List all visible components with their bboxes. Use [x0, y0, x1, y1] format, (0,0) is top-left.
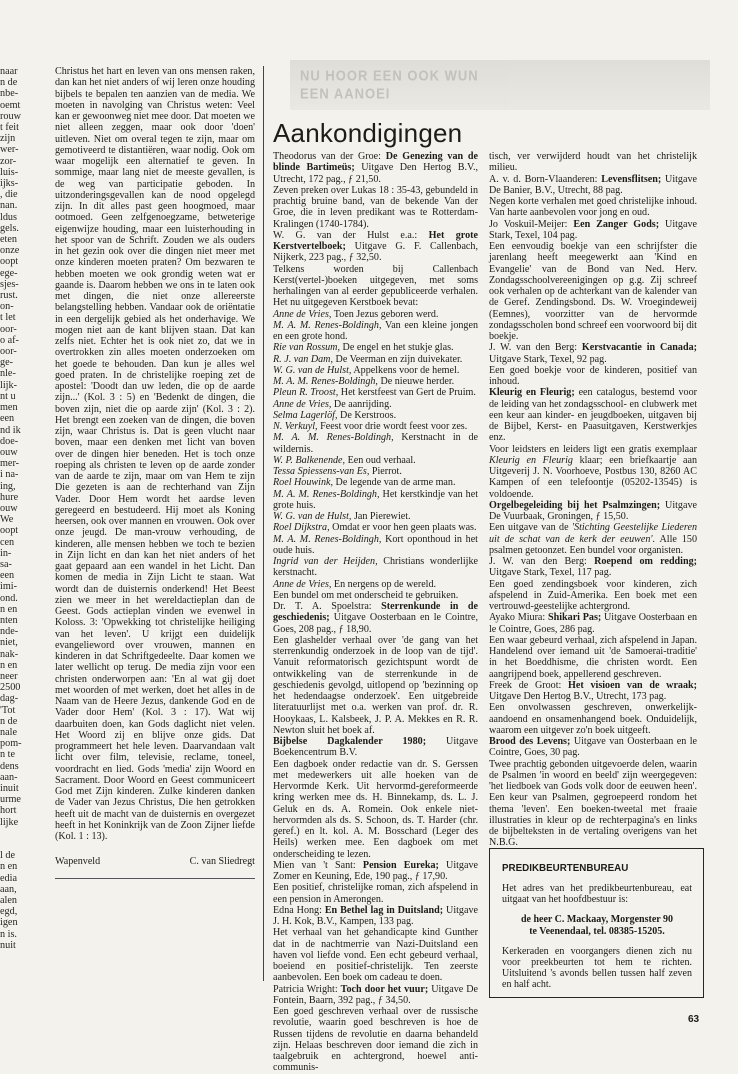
- entry-emphasis: Pleun R. Troost,: [273, 387, 339, 399]
- entry-title: Brood des Levens;: [489, 736, 571, 747]
- faded-header-line-2: EEN AANOEI: [300, 85, 391, 102]
- announcement-entry: [489, 702, 697, 736]
- entry-text: Een dagboek onder redactie van dr. S. Gerssen met medewerkers uit alle hoeken van de Hervormde Kerk. Uit hervormd-gereformeerde kring werken mee ds. H. Binnekamp, ds. L. J. Geluk en ds. A. Romein. Ook enkele niet-hervormden als ds. S. Schoon, ds. T. Harder (chr. geref.) en lt. kol. A. M. Bosschard (Leger des Heils) werken mee. Een dagboek om met onderscheiding te lezen.: [273, 758, 478, 860]
- announcement-entry: [273, 736, 478, 759]
- entry-text: Een eenvoudig boekje van een schrijfster die jarenlang heeft meegewerkt aan 'Kind en Evangelie' van de Bond van Ned. Herv. Zondagsschoolvereenigingen op g.g. Zij schreef ook verhalen op de achterkant van de kalender van de Geref. Zendingsbond. Ds. W. Vroegindeweij (Eemnes), voorzitter van de hervormde zondagsscholen bond schreef een voorwoord bij dit boekje.: [489, 241, 697, 342]
- box-address: [502, 914, 692, 936]
- entry-text: Uitgave Oosterbaan en le Cointre, Goes, 208 pag., ƒ 18,90.: [273, 612, 478, 635]
- margin-fragment: n en: [0, 603, 18, 615]
- announcement-entry: [273, 387, 478, 398]
- entry-text: Christians wonderlijke kerstnacht.: [273, 556, 478, 579]
- announcement-entry: [489, 635, 697, 680]
- entry-author: Jo Voskuil-Meijer:: [489, 218, 574, 230]
- margin-fragment: nd ik: [0, 424, 21, 436]
- margin-fragment: nbe-: [0, 88, 19, 100]
- entry-emphasis: Roel Houwink,: [273, 477, 333, 489]
- entry-text: Een goed zendingsboek voor kinderen, zich afspelend in Zuid-Amerika. Een boek met een vertrouwd-geestelijke achtergrond.: [489, 578, 697, 612]
- entry-text: En nergens op de wereld.: [331, 578, 437, 590]
- page-number: 63: [688, 1014, 700, 1025]
- announcements-column-2: [489, 151, 697, 849]
- announcement-entry: [273, 534, 478, 557]
- margin-fragment: urme: [0, 794, 21, 806]
- box-body: [502, 883, 692, 991]
- announcement-entry: [273, 927, 478, 983]
- announcement-entry: [273, 882, 478, 905]
- margin-fragment: zijn: [0, 133, 16, 145]
- entry-emphasis: Tessa Spiessens-van Es,: [273, 466, 370, 477]
- entry-emphasis: W. P. Balkenende,: [273, 454, 346, 466]
- entry-text: Een bundel om met onderscheid te gebruiken.: [273, 589, 459, 601]
- section-title: Aankondigingen: [273, 118, 463, 148]
- margin-fragment: 2500: [0, 682, 21, 694]
- entry-text: De nieuwe herder.: [377, 376, 455, 387]
- entry-title: Levensflitsen;: [601, 173, 662, 185]
- box-address-line-1: de heer C. Mackaay, Morgenster 90: [520, 914, 674, 926]
- margin-fragment: rust.: [0, 290, 18, 302]
- margin-fragment: , die: [0, 189, 18, 201]
- announcement-entry: [273, 466, 478, 477]
- announcement-entry: [489, 151, 697, 174]
- box-address-line-2: te Veenendaal, tel. 08385-15205.: [529, 925, 665, 937]
- previous-page-margin: [0, 66, 36, 951]
- entry-text: Pierrot.: [369, 466, 402, 477]
- entry-text: Telkens worden bij Callenbach Kerst(vertel-)boeken uitgegeven, met soms herhalingen van al eerder gepubliceerde verhalen. Het nu uitgegeven Kerstboek bevat:: [273, 263, 478, 309]
- margin-fragment: ege-: [0, 267, 18, 279]
- margin-fragment: in-: [0, 547, 12, 559]
- margin-fragment: egd,: [0, 906, 18, 918]
- announcement-entry: [489, 579, 697, 613]
- entry-text: Omdat er voor hen geen plaats was.: [329, 522, 477, 534]
- margin-fragment: lijke: [0, 816, 19, 828]
- margin-fragment: eten: [0, 234, 17, 246]
- entry-author: Dr. T. A. Spoelstra:: [273, 601, 382, 612]
- margin-fragment: ouw: [0, 502, 18, 514]
- entry-text: Uitgave Zomer en Keuning, Ede, 190 pag., ƒ 17,90.: [273, 859, 478, 882]
- margin-fragment: ijks-: [0, 178, 19, 190]
- announcement-entry: [273, 151, 478, 185]
- announcement-entry: [489, 196, 697, 219]
- announcements-column-1: [273, 151, 478, 1074]
- announcement-entry: [489, 522, 697, 556]
- entry-author: Theodorus van der Groe:: [273, 151, 386, 162]
- margin-fragment: niet,: [0, 637, 18, 649]
- margin-fragment: nten: [0, 614, 18, 626]
- margin-fragment: sjes-: [0, 278, 19, 290]
- announcement-entry: [489, 342, 697, 365]
- margin-fragment: mer-: [0, 458, 20, 470]
- announcement-entry: [273, 309, 478, 320]
- entry-title: Orgelbegeleiding bij het Psalmzingen;: [489, 499, 661, 511]
- article-end-rule: [55, 878, 255, 879]
- entry-text: De engel en het stukje glas.: [340, 342, 454, 354]
- entry-author: Freek de Groot:: [489, 679, 569, 691]
- margin-fragment: n is.: [0, 928, 17, 940]
- entry-emphasis: M. A. M. Renes-Boldingh,: [273, 432, 394, 444]
- entry-title: Shikari Pas;: [548, 612, 602, 624]
- entry-text: Uitgave Den Hertog B.V., Utrecht, 173 pag.: [489, 691, 667, 702]
- predikbeurtenbureau-box: [489, 848, 704, 998]
- margin-fragment: sa-: [0, 558, 12, 570]
- entry-text: De aanrijding.: [331, 398, 392, 410]
- entry-emphasis: M. A. M. Renes-Boldingh,: [273, 533, 382, 545]
- announcement-entry: [489, 444, 697, 500]
- signature-author: C. van Sliedregt: [189, 856, 255, 868]
- entry-text: De Veerman en zijn duivekater.: [333, 353, 463, 365]
- entry-emphasis: M. A. M. Renes-Boldingh,: [273, 319, 382, 331]
- margin-fragment: dag-: [0, 693, 19, 705]
- entry-emphasis: Roel Dijkstra,: [273, 522, 330, 534]
- margin-fragment: cen: [0, 536, 15, 548]
- margin-fragment: luis-: [0, 166, 19, 178]
- entry-text: Feest voor drie wordt feest voor zes.: [317, 421, 468, 432]
- entry-emphasis: Anne de Vries,: [273, 308, 332, 320]
- announcement-entry: [489, 500, 697, 523]
- entry-title: Pension Eureka;: [362, 859, 439, 871]
- margin-fragment: oopt: [0, 256, 19, 268]
- margin-fragment: dens: [0, 760, 19, 772]
- entry-text: Uitgave Stark, Texel, 117 pag.: [489, 567, 612, 579]
- margin-fragment: ing,: [0, 480, 16, 492]
- margin-fragment: n de: [0, 715, 18, 727]
- article-body: Christus het hart en leven van ons mensen raken, dan kan het niet anders of wij leren onze houding bijbels te bepalen ten aanzien van de media. We moeten in navolging van Christus weten: Veel kan er gewoonweg niet mee door. Dat moeten we niet alleen zeggen, maar ook door 'doen' uitleven. Niet om overal tegen te zijn, maar om gemotiveerd te distantiëren, waar nodig. Ook om waar mogelijk een alternatief te geven. In sommige, maar lang niet de meeste gevallen, is de weg van participatie geboden. In uitzonderingsgevallen kan de nood opgelegd zijn. In dit alles past geen hoogmoed, maar ootmoed. Geen zelfgenoegzame, betweterige eigenwijze houding, maar een luisterhouding in het spoor van de Schrift. Zouden we als ouders in het gezin ook over die dingen niet meer met onze kinderen moeten praten? Om bezwaren te hebben moeten we ook grondig weten wat er gaande is. Daarom hebben we ons in te laten ook met dingen, die niet onze allereerste belangstelling hebben. Vandaar ook de oriëntatie in een dergelijk gebied als het onderhavige. We mogen niet aan de kant blijven staan. Dat kan zelfs niet. Echter het is ook niet zo, dat we in overtrokken zin alles moeten onderzoeken om het goede te behouden. Dan kun je alles wel goed praten. In de christelijke roeping zet de apostel: 'Doodt dan uw leden, die op de aarde zijn...' (Kol. 3 : 5) en 'Bedenkt de dingen, die boven zijn, niet die op aarde zijn' (Kol. 3 : 2). Het brengt een zoeken van de dingen, die boven zijn, waar Christus is. Dat is geen vlucht naar boven, maar een denken met licht van boven over de dingen hier beneden. Het is toch onze roeping als christen te leven op de aarde zonder van de aarde te zijn, maar om van Hem te zijn Die gezeten is aan de rechterhand van Zijn Vader. Door Hem wordt het aardse leven geregeerd en bestudeerd. Hij moet als Koning heersen, ook over mannen en vrouwen. Ook over onze jeugd. De man-vrouw verhouding, de kinderen, alle mensen hebben we toch te bezien in Zijn licht en dan kan het niet anders of het gaat gepaard aan een wandel in het Licht. Dan komen de media in Zijn Licht te staan. Wat wordt dan de duisternis onderkend! Het Beest zien we meer in het wereldactieplan dan de Geest. Gods actieplan vinden we evenwel in Koloss. 3: 'Opwekking tot christelijke heiliging van het leven'. U krijgt een duidelijk evangelieword over vrouwen, mannen en kinderen in dat Schriftgedeelte. Daar komen we later wellicht op terug. De media zijn voor een christen onderworpen aan: 'En al wat gij doet met woorden of met werken, doet het alles in de Naam van de Heere Jezus, dankende God en de Vader door Hem' (Kol. 3 : 17). Wat wij daarbuiten doen, kan Gods daglicht niet velen. Het Woord zij en blijve onze gids. Dat programmeert het hele leven. Daarvandaan valt licht over film, televisie, reclame, toneel, voordracht en lied. Gods 'media' zijn Woord en Sacrament. Door Woord en Geest communiceert God met Zijn kinderen. Zulke kinderen danken de Vader van Jezus Christus, Die hen getrokken heeft uit de macht van de duisternis en overgezet heeft in het Koninkrijk van de Zoon Zijner liefde (Kol. 1 : 13).: [55, 66, 255, 842]
- box-title: PREDIKBEURTENBUREAU: [502, 863, 629, 874]
- margin-fragment: edia: [0, 872, 17, 884]
- entry-title: Het grote Kerstvertelboek;: [273, 229, 478, 252]
- margin-fragment: nt u: [0, 390, 16, 402]
- announcement-entry: [489, 387, 697, 443]
- margin-fragment: igen: [0, 917, 18, 929]
- announcement-entry: [273, 590, 478, 601]
- margin-fragment: oor-: [0, 323, 17, 335]
- entry-text: Uitgave Den Hertog B.V., Utrecht, 172 pag., ƒ 21,50.: [273, 162, 478, 185]
- margin-fragment: nan.: [0, 200, 18, 212]
- margin-fragment: nak-: [0, 648, 19, 660]
- announcement-entry: [273, 320, 478, 343]
- entry-author: Patricia Wright:: [273, 983, 341, 995]
- column-divider: [263, 66, 264, 981]
- entry-text: Uitgave Stark, Texel, 104 pag.: [489, 218, 697, 241]
- entry-text: Uitgave Stark, Texel, 92 pag.: [489, 353, 607, 365]
- entry-text: Uitgave De Fontein, Baarn, 392 pag., ƒ 34,50.: [273, 983, 479, 1006]
- margin-fragment: doe-: [0, 435, 19, 447]
- margin-fragment: nuit: [0, 939, 16, 951]
- margin-fragment: oor-: [0, 346, 17, 358]
- announcement-entry: [489, 556, 697, 579]
- signature: [55, 856, 255, 867]
- margin-fragment: We: [0, 514, 14, 526]
- margin-fragment: on-: [0, 301, 14, 313]
- announcement-entry: [273, 984, 478, 1007]
- announcement-entry: [489, 174, 697, 197]
- entry-text: Een goed boekje voor de kinderen, positief van inhoud.: [489, 364, 697, 387]
- margin-fragment: naar: [0, 66, 18, 77]
- entry-text: Het verhaal van het gehandicapte kind Gunther dat in de nachtmerrie van Nazi-Duitsland een haven vol liefde vond. Een echt gebeurd verhaal, boeiend en positief-christelijk. Ten zeerste aanbevolen. Een boek om cadeau te doen.: [273, 927, 478, 984]
- entry-text: Appelkens voor de hemel.: [351, 364, 460, 376]
- entry-text: Een glashelder verhaal over 'de gang van het sterrenkundig onderzoek in de loop van de tijd'. Vanuit reformatorisch gezichtspunt wordt de ontwikkeling van de sterrenkunde in de geschiedenis gevolgd, uitlopend op 'bezinning op het hedendaagse onderzoek'. Een uitgebreide literatuurlijst met o.a. werken van prof. dr. R. Hooykaas, L. Kalsbeek, J. P. A. Mekkes en R. R. Newton sluit het boek af.: [273, 634, 478, 736]
- announcement-entry: [273, 601, 478, 635]
- margin-fragment: aan,: [0, 883, 17, 895]
- entry-emphasis: Rie van Rossum,: [273, 342, 340, 354]
- margin-fragment: t feit: [0, 122, 19, 134]
- entry-text: Kerstnacht in de wildernis.: [273, 432, 479, 455]
- entry-text: De Kerstroos.: [337, 409, 397, 421]
- margin-fragment: nle-: [0, 368, 16, 380]
- entry-title: Sterrenkunde in de geschiedenis;: [273, 601, 479, 624]
- entry-text: Uitgave Boekencentrum B.V.: [273, 736, 478, 759]
- margin-fragment: ouw: [0, 446, 18, 458]
- entry-emphasis: Anne de Vries,: [273, 578, 332, 590]
- margin-fragment: lijk-: [0, 379, 17, 391]
- entry-title: Een Zanger Gods;: [573, 218, 660, 230]
- announcement-entry: [273, 489, 478, 512]
- entry-text: Kort oponthoud in het oude huis.: [273, 533, 478, 556]
- entry-text: Jan Pierewiet.: [351, 511, 411, 522]
- margin-fragment: n en: [0, 659, 18, 671]
- announcement-entry: [489, 680, 697, 703]
- margin-fragment: [0, 828, 36, 839]
- margin-fragment: l de: [0, 850, 15, 862]
- margin-fragment: n te: [0, 749, 15, 761]
- announcement-entry: [489, 219, 697, 242]
- announcement-entry: [273, 455, 478, 466]
- margin-fragment: een: [0, 570, 15, 582]
- announcement-entry: [273, 511, 478, 522]
- margin-fragment: o af-: [0, 334, 19, 346]
- entry-title: Roepend om redding;: [594, 556, 697, 567]
- announcement-entry: [273, 556, 478, 579]
- entry-title: Toch door het vuur;: [340, 983, 429, 995]
- margin-fragment: hure: [0, 491, 19, 503]
- entry-author: W. G. van der Hulst e.a.:: [273, 229, 429, 241]
- margin-fragment: gels.: [0, 222, 19, 234]
- entry-emphasis: Selma Lagerlöf,: [273, 409, 338, 421]
- margin-fragment: onze: [0, 245, 20, 257]
- margin-fragment: oopt: [0, 525, 19, 537]
- entry-text: Negen korte verhalen met goed christelijke inhoud. Van harte aanbevolen voor jong en oud.: [489, 196, 697, 219]
- entry-emphasis: R. J. van Dam,: [273, 353, 333, 365]
- margin-fragment: rouw: [0, 110, 21, 122]
- margin-fragment: ge-: [0, 357, 14, 369]
- margin-fragment: n de: [0, 77, 18, 89]
- margin-fragment: oemt: [0, 99, 21, 111]
- margin-fragment: pom-: [0, 738, 22, 750]
- announcement-entry: [273, 477, 478, 488]
- announcement-entry: [273, 354, 478, 365]
- margin-fragment: [0, 839, 36, 850]
- entry-title: Bijbelse Dagkalender 1980;: [273, 736, 427, 747]
- margin-fragment: i na-: [0, 469, 19, 481]
- margin-fragment: wer-: [0, 144, 19, 156]
- announcement-entry: [489, 612, 697, 635]
- entry-text: Een waar gebeurd verhaal, zich afspelend in Japan. Handelend over iemand uit 'de Samoerai-traditie' in het Boeddhisme, die christen wordt. Een aangrijpend boek, appellerend geschreven.: [489, 634, 697, 680]
- margin-fragment: een: [0, 413, 15, 425]
- margin-fragment: zor-: [0, 155, 17, 167]
- margin-fragment: neer: [0, 670, 18, 682]
- entry-text: Het kerstkindje van het grote huis.: [273, 488, 478, 511]
- entry-text: Uitgave De Vuurbaak, Groningen, ƒ 15,50.: [489, 499, 697, 522]
- announcement-entry: [273, 230, 478, 264]
- entry-title: Kerstvacantie in Canada;: [581, 342, 697, 354]
- announcement-entry: [489, 241, 697, 342]
- margin-fragment: inuit: [0, 783, 19, 794]
- entry-text: Een uitgave van de: [489, 522, 569, 534]
- entry-text: klaar; een briefkaartje aan Uitgeverij J. N. Voorhoeve, Postbus 130, 8260 AC Kampen of een telefoontje (05202-13545) is voldoende.: [489, 454, 697, 500]
- entry-text: Een oud verhaal.: [345, 454, 416, 466]
- entry-text: Zeven preken over Lukas 18 : 35-43, gebundeld in prachtig bruine band, van de bekende Van der Groe, die in leven predikant was te Rotterdam-Kralingen (1740-1784).: [273, 184, 478, 230]
- announcement-entry: [273, 264, 478, 309]
- announcement-entry: [273, 376, 478, 387]
- margin-fragment: nde-: [0, 626, 19, 638]
- entry-text: Twee prachtig gebonden uitgevoerde delen, waarin de Psalmen 'in woord en beeld' zijn weergegeven: 'het liedboek van Gods volk door de eeuwen heen'. Een keur van Psalmen, gegroepeerd rondom het thema 'leven'. Een boeken-tweetal met fraaie illustraties in kleur op de rechterpagina's en links de bijbelteksten in de vertaling overigens van het N.B.G.: [489, 758, 697, 849]
- entry-text: Alle 150 psalmen getoonzet. Een bundel voor organisten.: [489, 533, 697, 556]
- entry-text: Uitgave J. H. Kok, B.V., Kampen, 133 pag.: [273, 904, 478, 927]
- entry-emphasis: W. G. van de Hulst,: [273, 364, 352, 376]
- announcement-entry: [273, 635, 478, 736]
- entry-text: een catalogus, bestemd voor de leiding van het zondagsschool- en clubwerk met een keur aan kinder- en jeugdboeken, uitgaven bij de Bijbel, Kerst- en Paasuitgaven, Kerstwerkjes enz.: [489, 387, 697, 444]
- box-outro: Kerkeraden en voorgangers dienen zich nu voor preekbeurten tot hem te richten. Uitsluitend 's avonds bellen tussen half zeven en half acht.: [502, 945, 692, 991]
- margin-fragment: n en: [0, 861, 18, 873]
- announcement-entry: [273, 905, 478, 928]
- announcement-entry: [273, 410, 478, 421]
- entry-text: Uitgave van Oosterbaan en le Cointre, Goes, 30 pag.: [489, 736, 697, 759]
- announcement-entry: [273, 759, 478, 860]
- announcement-entry: [273, 522, 478, 533]
- entry-emphasis: Ingrid van der Heijden,: [273, 556, 378, 567]
- announcement-entry: [273, 365, 478, 376]
- entry-text: Van een kleine jongen en een grote hond.: [273, 319, 478, 342]
- entry-text: Een goed geschreven verhaal over de russische revolutie, waarin goed beschreven is hoe de Russen tijdens de revolutie en daarna behandeld zijn. Helaas beschreven door iemand die zich in taalgebruik en achtergrond, hoewel anti-communis-: [273, 1006, 478, 1074]
- margin-fragment: men: [0, 402, 18, 414]
- entry-author: Edna Hong:: [273, 904, 325, 916]
- entry-text: Voor leidsters en leiders ligt een gratis exemplaar: [489, 443, 697, 455]
- entry-title: Het visioen van de wraak;: [568, 679, 698, 691]
- entry-text: Een positief, christelijke roman, zich afspelend in een pension in Amerongen.: [273, 882, 478, 905]
- entry-title: Kleurig en Fleurig;: [489, 387, 575, 399]
- announcement-entry: [273, 860, 478, 883]
- entry-text: Het kerstfeest van Gert de Pruim.: [338, 387, 476, 399]
- entry-text: Een onvolwassen geschreven, onwerkelijk-aandoend en onsamenhangend boek. Onduidelijk, waarom een uitgever zo'n boek uitgeeft.: [489, 702, 697, 736]
- announcement-entry: [273, 432, 478, 455]
- article-column: [55, 66, 255, 879]
- announcement-entry: [273, 579, 478, 590]
- entry-text: Uitgave Oosterbaan en le Cointre, Goes, 286 pag.: [489, 612, 697, 635]
- faded-header-strip: [290, 60, 710, 110]
- margin-fragment: 'Tot: [0, 704, 16, 716]
- signature-place: Wapenveld: [55, 856, 101, 868]
- margin-fragment: ldus: [0, 211, 17, 223]
- entry-text: Toen Jezus geboren werd.: [331, 308, 439, 320]
- entry-emphasis: Anne de Vries,: [273, 398, 332, 410]
- margin-fragment: alen: [0, 895, 17, 907]
- entry-emphasis: M. A. M. Renes-Boldingh,: [273, 488, 380, 500]
- entry-title: En Bethel lag in Duitsland;: [324, 904, 444, 916]
- entry-emphasis: M. A. M. Renes-Boldingh,: [273, 376, 378, 387]
- entry-author: J. W. van den Berg:: [489, 556, 595, 567]
- entry-text: Uitgave G. F. Callenbach, Nijkerk, 223 pag., ƒ 32,50.: [273, 241, 478, 264]
- announcement-entry: [273, 421, 478, 432]
- entry-author: J. W. van den Berg:: [489, 342, 582, 354]
- margin-fragment: t let: [0, 312, 16, 324]
- entry-emphasis: Kleurig en Fleurig: [489, 454, 573, 466]
- entry-emphasis: 'Stichting Geestelijke Liederen uit de schat van de kerk der eeuwen'.: [489, 522, 697, 545]
- margin-fragment: aan-: [0, 771, 18, 783]
- announcement-entry: [273, 1006, 478, 1074]
- announcement-entry: [273, 342, 478, 353]
- entry-text: De legende van de arme man.: [333, 477, 456, 489]
- margin-fragment: imi-: [0, 581, 17, 593]
- entry-author: Mien van 't Sant:: [273, 859, 363, 871]
- margin-fragment: hort: [0, 805, 17, 817]
- entry-emphasis: W. G. van de Hulst,: [273, 511, 352, 522]
- announcement-entry: [273, 399, 478, 410]
- entry-author: Ayako Miura:: [489, 612, 548, 624]
- entry-author: A. v. d. Born-Vlaanderen:: [489, 173, 602, 185]
- announcement-entry: [489, 759, 697, 849]
- margin-fragment: ond.: [0, 592, 18, 604]
- faded-header-line-1: NU HOOR EEN OOK WUN: [300, 67, 479, 84]
- entry-text: tisch, ver verwijderd houdt van het christelijk milieu.: [489, 151, 697, 174]
- announcement-entry: [273, 185, 478, 230]
- margin-fragment: nale: [0, 726, 17, 738]
- box-intro: Het adres van het predikbeurtenbureau, eat uitgaat van het hoofdbestuur is:: [502, 883, 692, 906]
- entry-title: De Genezing van de blinde Bartimeüs;: [273, 151, 478, 174]
- entry-emphasis: N. Verkuyl,: [273, 421, 318, 432]
- announcement-entry: [489, 365, 697, 388]
- entry-text: Uitgave De Banier, B.V., Utrecht, 88 pag.: [489, 173, 697, 196]
- announcement-entry: [489, 736, 697, 759]
